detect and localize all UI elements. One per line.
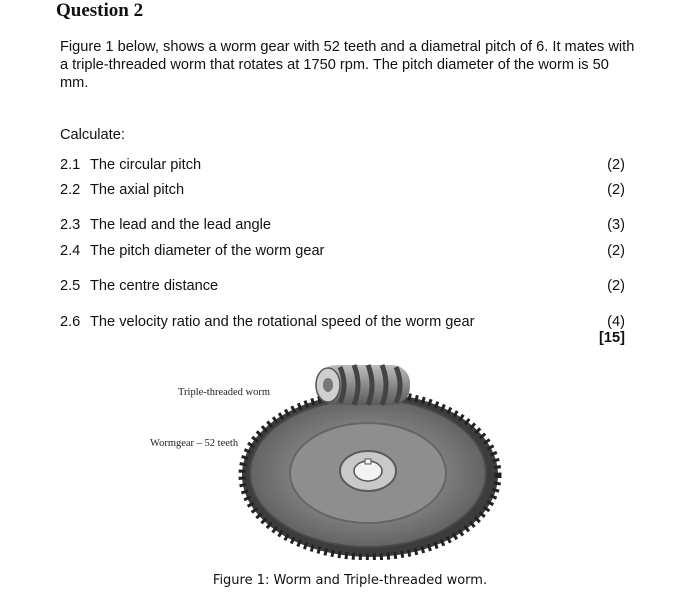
item-marks: (2) xyxy=(607,278,625,294)
item-number: 2.2 xyxy=(60,182,81,198)
question-item-2-6 xyxy=(60,314,625,334)
item-text: The circular pitch xyxy=(90,157,202,173)
question-item-2-5 xyxy=(60,278,625,298)
item-number: 2.1 xyxy=(60,157,81,173)
item-marks: (2) xyxy=(607,157,625,173)
worm-gear-figure xyxy=(130,345,570,560)
total-marks: [15] xyxy=(599,330,625,346)
figure-caption: Figure 1: Worm and Triple-threaded worm. xyxy=(212,573,488,588)
question-item-2-2 xyxy=(60,182,625,202)
worm-label: Triple-threaded worm xyxy=(178,387,271,398)
question-item-2-3 xyxy=(60,217,625,237)
gear-label: Wormgear – 52 teeth xyxy=(150,438,239,449)
item-text: The centre distance xyxy=(90,278,219,294)
item-text: The lead and the lead angle xyxy=(90,217,271,233)
item-marks: (2) xyxy=(607,182,625,198)
item-number: 2.4 xyxy=(60,243,81,259)
item-text: The axial pitch xyxy=(90,182,185,198)
question-item-2-1 xyxy=(60,157,625,177)
item-marks: (2) xyxy=(607,243,625,259)
question-item-2-4 xyxy=(60,243,625,263)
item-number: 2.3 xyxy=(60,217,81,233)
gear-keyway xyxy=(365,459,371,464)
item-text: The velocity ratio and the rotational speed of the worm gear xyxy=(90,314,475,330)
item-text: The pitch diameter of the worm gear xyxy=(90,243,325,259)
worm-gear-illustration xyxy=(130,345,570,560)
item-marks: (4) xyxy=(607,314,625,330)
question-intro: Figure 1 below, shows a worm gear with 52 teeth and a diametral pitch of 6. It mates with a triple-threaded worm that rotates at 1750 rpm. The pitch diameter of the worm is 50 mm. xyxy=(60,39,635,91)
item-marks: (3) xyxy=(607,217,625,233)
question-heading: Question 2 xyxy=(56,0,144,21)
worm xyxy=(316,365,410,405)
item-number: 2.6 xyxy=(60,314,81,330)
item-number: 2.5 xyxy=(60,278,81,294)
calculate-label: Calculate: xyxy=(60,127,125,143)
